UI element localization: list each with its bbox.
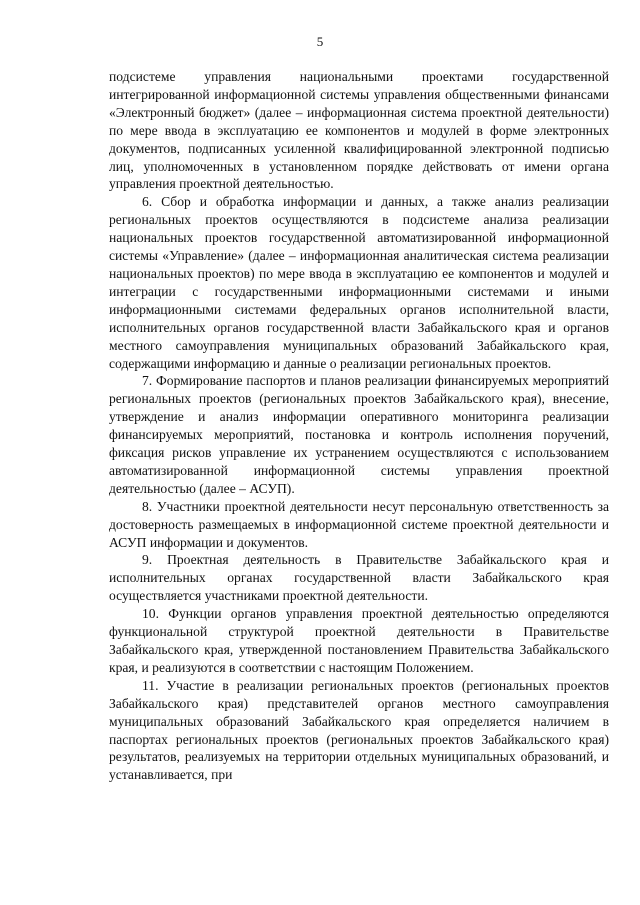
page-number: 5: [316, 34, 324, 49]
document-body: [109, 68, 609, 784]
paragraph-9: 9. Проектная деятельность в Правительстве Забайкальского края и исполнительных органах государственной власти Забайкальского края осуществляется участниками проектной деятельности.: [109, 552, 609, 604]
paragraph-11: 11. Участие в реализации региональных проектов (региональных проектов Забайкальского края) представителей органов местного самоуправления муниципальных образований Забайкальского края определяется наличием в паспортах региональных проектов (региональных проектов Забайкальского края) результатов, реализуемых на территории отдельных муниципальных образований, и устанавливается, при: [109, 677, 609, 783]
paragraph-continuation: подсистеме управления национальными проектами государственной интегрированной информационной системы управления общественными финансами «Электронный бюджет» (далее – информационная система проектной деятельности) по мере ввода в эксплуатацию ее компонентов и модулей в форме электронных документов, подписанных усиленной квалифицированной электронной подписью лиц, уполномоченных в установленном порядке действовать от имени органа управления проектной деятельностью.: [109, 69, 609, 192]
paragraph-7: 7. Формирование паспортов и планов реализации финансируемых мероприятий региональных проектов (региональных проектов Забайкальского края), внесение, утверждение и анализ информации оперативного мониторинга реализации финансируемых мероприятий, постановка и контроль исполнения поручений, фиксация рисков управление их устранением осуществляются с использованием автоматизированной информационной системы управления проектной деятельностью (далее – АСУП).: [109, 373, 609, 496]
paragraph-6: 6. Сбор и обработка информации и данных, а также анализ реализации региональных проектов осуществляются в подсистеме анализа реализации национальных проектов государственной автоматизированной информационной системы «Управление» (далее – информационная аналитическая система реализации национальных проектов) по мере ввода в эксплуатацию ее компонентов и модулей и интеграции с государственными информационными системами и иными информационными системами федеральных органов исполнительной власти, исполнительных органов государственной власти Забайкальского края и органов местного самоуправления муниципальных образований Забайкальского края, содержащими информацию и данные о реализации региональных проектов.: [109, 194, 609, 371]
paragraph-8: 8. Участники проектной деятельности несут персональную ответственность за достоверность размещаемых в информационной системе проектной деятельности и АСУП информации и документов.: [109, 498, 609, 550]
paragraph-10: 10. Функции органов управления проектной деятельностью определяются функциональной структурой проектной деятельности в Правительстве Забайкальского края, утвержденной постановлением Правительства Забайкальского края, и реализуются в соответствии с настоящим Положением.: [109, 606, 609, 675]
